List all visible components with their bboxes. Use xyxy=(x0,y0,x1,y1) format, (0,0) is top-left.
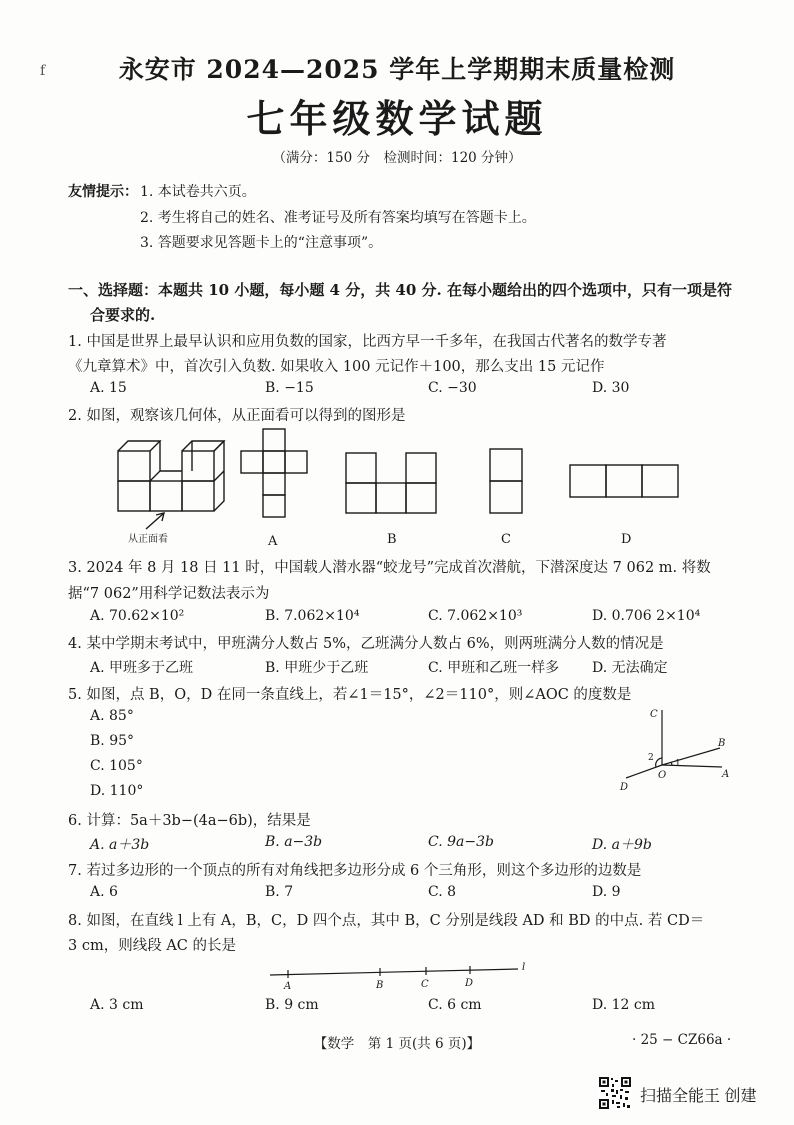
q8-option-d: D. 12 cm xyxy=(592,997,656,1013)
q1-option-c: C. −30 xyxy=(428,380,477,396)
q1-option-a: A. 15 xyxy=(90,380,127,396)
question-3-text-cont: 据“7 062”用科学记数法表示为 xyxy=(68,586,270,602)
question-5-angle-figure xyxy=(612,700,742,795)
question-8-text: 8. 如图，在直线 l 上有 A，B，C，D 四个点，其中 B，C 分别是线段 AD 和 BD 的中点. 若 CD＝ xyxy=(68,913,705,929)
exam-subject-title: 七年级数学试题 xyxy=(246,96,548,141)
question-1-text-cont: 《九章算术》中，首次引入负数. 如果收入 100 元记作＋100，那么支出 15 元记作 xyxy=(68,359,605,375)
label-a: A xyxy=(722,769,730,780)
exam-subtitle: （满分：150 分 检测时间：120 分钟） xyxy=(272,150,522,166)
option-d-figure xyxy=(570,465,678,497)
line-l-label: l xyxy=(522,962,526,973)
solid-figure xyxy=(118,441,224,529)
q6-option-c: C. 9a−3b xyxy=(428,834,494,850)
question-4-text: 4. 某中学期末考试中，甲班满分人数占 5%，乙班满分人数占 6%，则两班满分人数的情况是 xyxy=(68,636,664,652)
question-2-text: 2. 如图，观察该几何体，从正面看可以得到的图形是 xyxy=(68,408,406,424)
q6-option-b: B. a−3b xyxy=(265,834,323,850)
q6-option-a: A. a＋3b xyxy=(90,837,150,853)
point-c-label: C xyxy=(421,979,429,990)
question-7-text: 7. 若过多边形的一个顶点的所有对角线把多边形分成 6 个三角形，则这个多边形的边数是 xyxy=(68,863,642,879)
label-d: D xyxy=(620,782,629,793)
q4-option-c: C. 甲班和乙班一样多 xyxy=(428,660,560,676)
q8-option-a: A. 3 cm xyxy=(90,997,144,1013)
q7-option-b: B. 7 xyxy=(265,884,294,900)
question-3-text: 3. 2024 年 8 月 18 日 11 时，中国载人潜水器“蛟龙号”完成首次潜航，下潜深度达 7 062 m. 将数 xyxy=(68,560,711,576)
q3-option-d: D. 0.706 2×10⁴ xyxy=(592,608,701,624)
option-d-label: D xyxy=(621,532,632,547)
q7-option-a: A. 6 xyxy=(90,884,118,900)
corner-mark: f xyxy=(40,63,46,79)
q1-option-d: D. 30 xyxy=(592,380,630,396)
q3-option-a: A. 70.62×10² xyxy=(90,608,185,624)
q4-option-b: B. 甲班少于乙班 xyxy=(265,660,369,676)
tip-item: 2. 考生将自己的姓名、准考证号及所有答案均填写在答题卡上。 xyxy=(140,210,536,226)
q7-option-c: C. 8 xyxy=(428,884,457,900)
q3-option-c: C. 7.062×10³ xyxy=(428,608,523,624)
exam-title: 永安市 2024—2025 学年上学期期末质量检测 xyxy=(118,55,676,84)
tip-item: 3. 答题要求见答题卡上的“注意事项”。 xyxy=(140,235,383,251)
figure-caption: 从正面看 xyxy=(128,534,168,545)
qr-code-icon xyxy=(598,1076,632,1110)
q4-option-a: A. 甲班多于乙班 xyxy=(90,660,194,676)
option-b-figure xyxy=(346,453,436,513)
question-1-text: 1. 中国是世界上最早认识和应用负数的国家，比西方早一千多年，在我国古代著名的数学专著 xyxy=(68,334,667,350)
question-8-line-figure xyxy=(262,958,552,994)
q4-option-d: D. 无法确定 xyxy=(592,660,668,676)
tips-label: 友情提示： xyxy=(68,184,138,200)
q7-option-d: D. 9 xyxy=(592,884,621,900)
label-b: B xyxy=(718,738,726,749)
section-heading: 一、选择题：本题共 10 小题，每小题 4 分，共 40 分. 在每小题给出的四个选项中，只有一项是符 xyxy=(68,281,732,299)
paper-code: · 25 − CZ66a · xyxy=(632,1032,732,1048)
point-d-label: D xyxy=(465,978,474,989)
tip-item: 1. 本试卷共六页。 xyxy=(140,184,256,200)
angle-2-label: 2 xyxy=(648,753,654,763)
option-c-label: C xyxy=(501,532,511,547)
q5-option-c: C. 105° xyxy=(90,758,143,774)
option-a-label: A xyxy=(268,534,278,549)
option-a-figure xyxy=(241,429,307,517)
q3-option-b: B. 7.062×10⁴ xyxy=(265,608,360,624)
point-b-label: B xyxy=(376,980,384,991)
label-o: O xyxy=(658,770,667,781)
q1-option-b: B. −15 xyxy=(265,380,314,396)
point-a-label: A xyxy=(284,981,292,992)
question-6-text: 6. 计算：5a＋3b−(4a−6b)，结果是 xyxy=(68,813,311,829)
section-heading-cont: 合要求的. xyxy=(90,306,156,324)
scanner-watermark: 扫描全能王 创建 xyxy=(640,1088,757,1105)
q5-option-b: B. 95° xyxy=(90,733,135,749)
q5-option-d: D. 110° xyxy=(90,783,144,799)
page-footer: 【数学 第 1 页(共 6 页)】 xyxy=(313,1036,481,1052)
question-8-text-cont: 3 cm，则线段 AC 的长是 xyxy=(68,938,236,954)
q8-option-c: C. 6 cm xyxy=(428,997,482,1013)
angle-1-label: 1 xyxy=(675,759,681,769)
option-c-figure xyxy=(490,449,522,513)
label-c: C xyxy=(650,709,658,720)
q8-option-b: B. 9 cm xyxy=(265,997,319,1013)
q6-option-d: D. a＋9b xyxy=(592,837,652,853)
question-2-figures xyxy=(100,425,700,550)
question-5-text: 5. 如图，点 B，O，D 在同一条直线上，若∠1＝15°，∠2＝110°，则∠AOC 的度数是 xyxy=(68,687,632,703)
option-b-label: B xyxy=(387,532,397,547)
q5-option-a: A. 85° xyxy=(90,708,134,724)
